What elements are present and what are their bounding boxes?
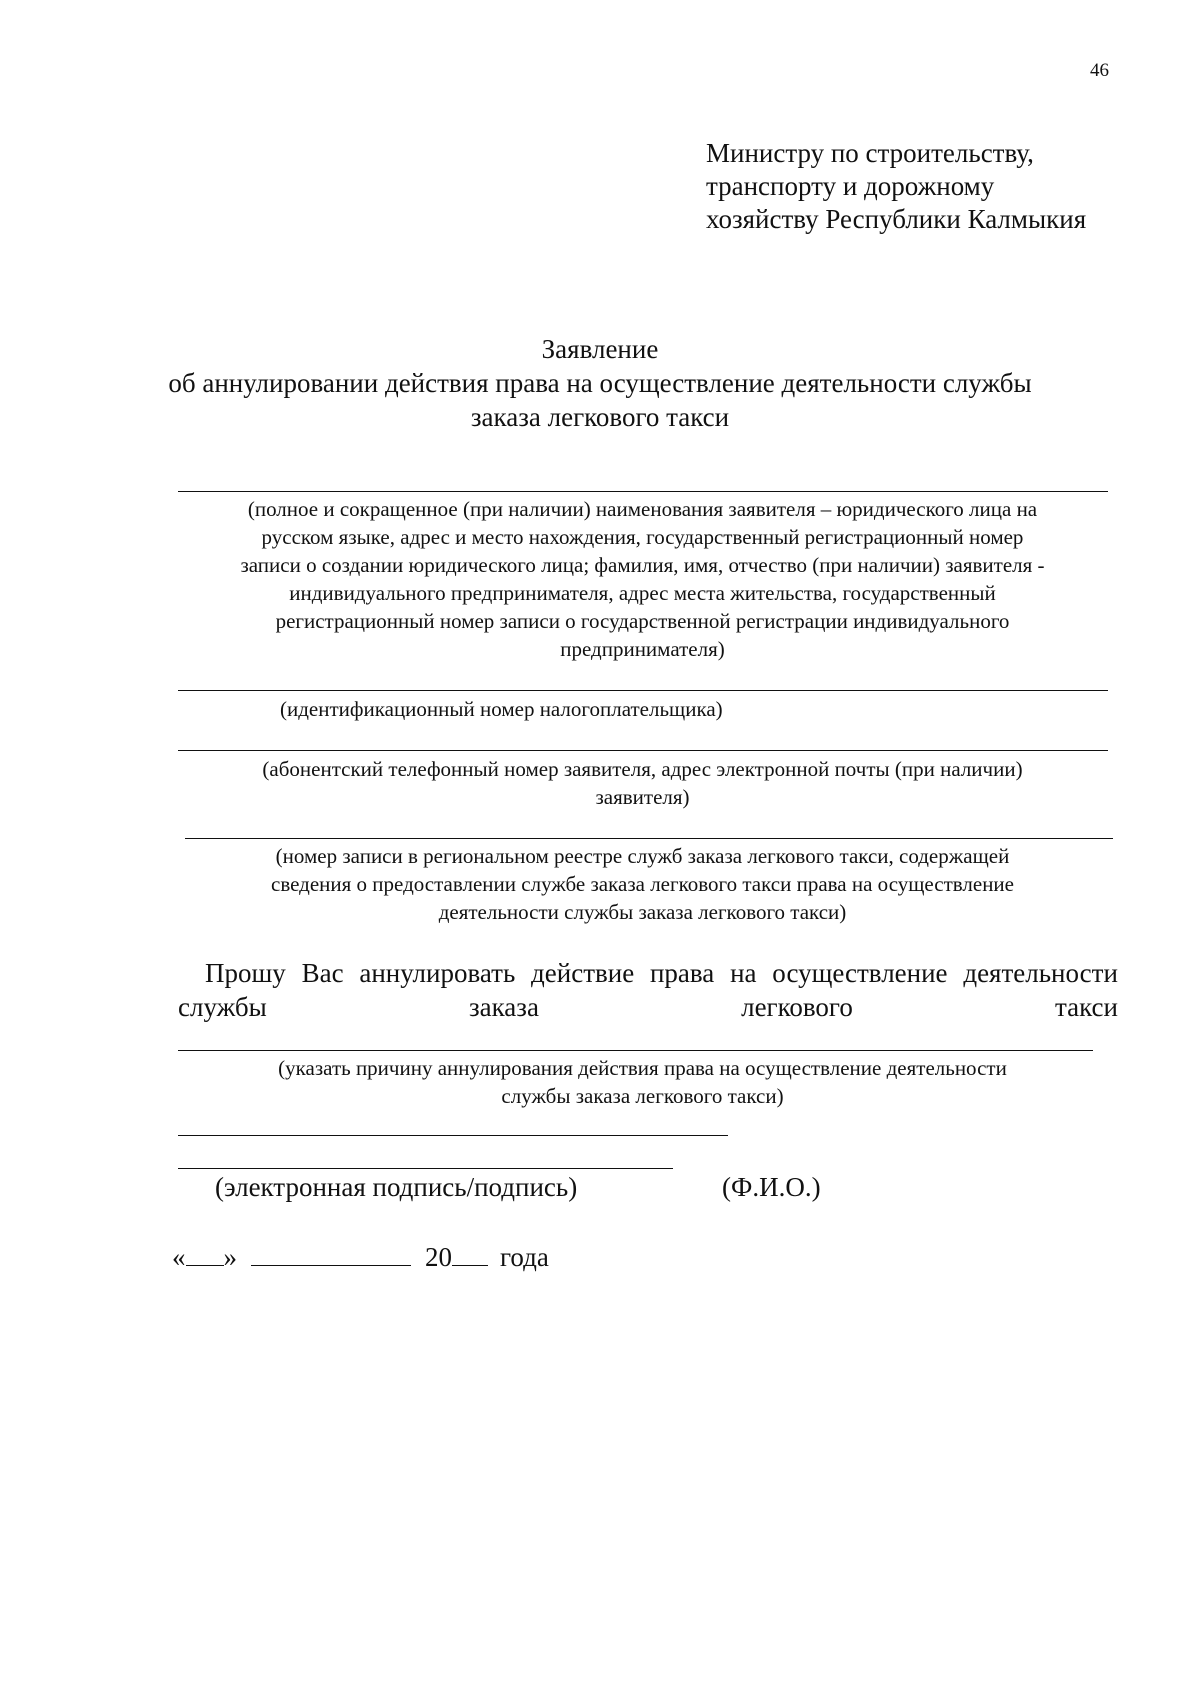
request-word: права: [649, 958, 715, 988]
reason-caption: [170, 1054, 1115, 1110]
registry-caption-line-1: (номер записи в региональном реестре служб заказа легкового такси, содержащей: [275, 844, 1010, 868]
full-name-caption: (Ф.И.О.): [722, 1172, 821, 1202]
phone-caption: [170, 755, 1115, 811]
request-word: деятельности: [963, 958, 1118, 988]
addressee-line-3: хозяйству Республики Калмыкия: [706, 204, 1087, 234]
applicant-caption-line-5: регистрационный номер записи о государственной регистрации индивидуального: [275, 609, 1010, 633]
request-text-line-2: [178, 990, 1118, 1024]
addressee-line-1: Министру по строительству,: [706, 138, 1034, 168]
addressee-line-2: транспорту и дорожному: [706, 171, 995, 201]
phone-caption-line-2: заявителя): [595, 785, 690, 809]
request-word: заказа: [468, 992, 539, 1022]
reason-caption-line-1: (указать причину аннулирования действия права на осуществление деятельности: [278, 1056, 1007, 1080]
registry-caption-line-2: сведения о предоставлении службе заказа легкового такси права на осуществление: [271, 872, 1014, 896]
reason-caption-line-2: службы заказа легкового такси): [501, 1084, 784, 1108]
addressee-block: [706, 137, 1086, 236]
applicant-caption: [170, 495, 1115, 663]
applicant-name-field[interactable]: [178, 491, 1108, 492]
request-word: Вас: [301, 958, 344, 988]
date-century: 20: [425, 1242, 452, 1272]
title-line-1: Заявление: [541, 334, 659, 364]
request-text-line-1: [205, 956, 1118, 990]
date-month-field[interactable]: [251, 1241, 411, 1266]
applicant-caption-line-4: индивидуального предпринимателя, адрес места жительства, государственный: [289, 581, 996, 605]
request-word: службы: [178, 992, 267, 1022]
phone-caption-line-1: (абонентский телефонный номер заявителя, адрес электронной почты (при наличии): [262, 757, 1023, 781]
date-close-quote: »: [223, 1242, 237, 1272]
signature-field[interactable]: [178, 1168, 673, 1169]
date-suffix: года: [500, 1242, 549, 1272]
applicant-caption-line-1: (полное и сокращенное (при наличии) наименования заявителя – юридического лица на: [247, 497, 1038, 521]
request-word: Прошу: [205, 958, 286, 988]
request-word: аннулировать: [359, 958, 516, 988]
page-number: 46: [1090, 60, 1109, 81]
request-word: на: [730, 958, 757, 988]
applicant-caption-line-3: записи о создании юридического лица; фамилия, имя, отчество (при наличии) заявителя -: [240, 553, 1045, 577]
inn-caption: (идентификационный номер налогоплательщика): [280, 697, 723, 721]
request-word: такси: [1055, 992, 1118, 1022]
inn-field[interactable]: [178, 690, 1108, 691]
date-open-quote: «: [172, 1242, 186, 1272]
registry-caption-line-3: деятельности службы заказа легкового такси): [438, 900, 847, 924]
registry-caption: [170, 842, 1115, 926]
reason-field[interactable]: [178, 1050, 1093, 1051]
date-line: [172, 1240, 549, 1274]
request-word: осуществление: [772, 958, 948, 988]
extra-blank-line[interactable]: [178, 1135, 728, 1136]
registry-record-field[interactable]: [185, 838, 1113, 839]
date-day-field[interactable]: [186, 1241, 224, 1266]
request-word: легкового: [741, 992, 853, 1022]
phone-email-field[interactable]: [178, 750, 1108, 751]
document-title: [150, 332, 1050, 434]
request-word: действие: [531, 958, 635, 988]
date-year-field[interactable]: [452, 1241, 488, 1266]
title-line-2: об аннулировании действия права на осуществление деятельности службы: [168, 368, 1032, 398]
title-line-3: заказа легкового такси: [470, 402, 730, 432]
signature-caption: (электронная подпись/подпись): [215, 1172, 578, 1202]
applicant-caption-line-2: русском языке, адрес и место нахождения, государственный регистрационный номер: [261, 525, 1024, 549]
applicant-caption-line-6: предпринимателя): [560, 637, 725, 661]
